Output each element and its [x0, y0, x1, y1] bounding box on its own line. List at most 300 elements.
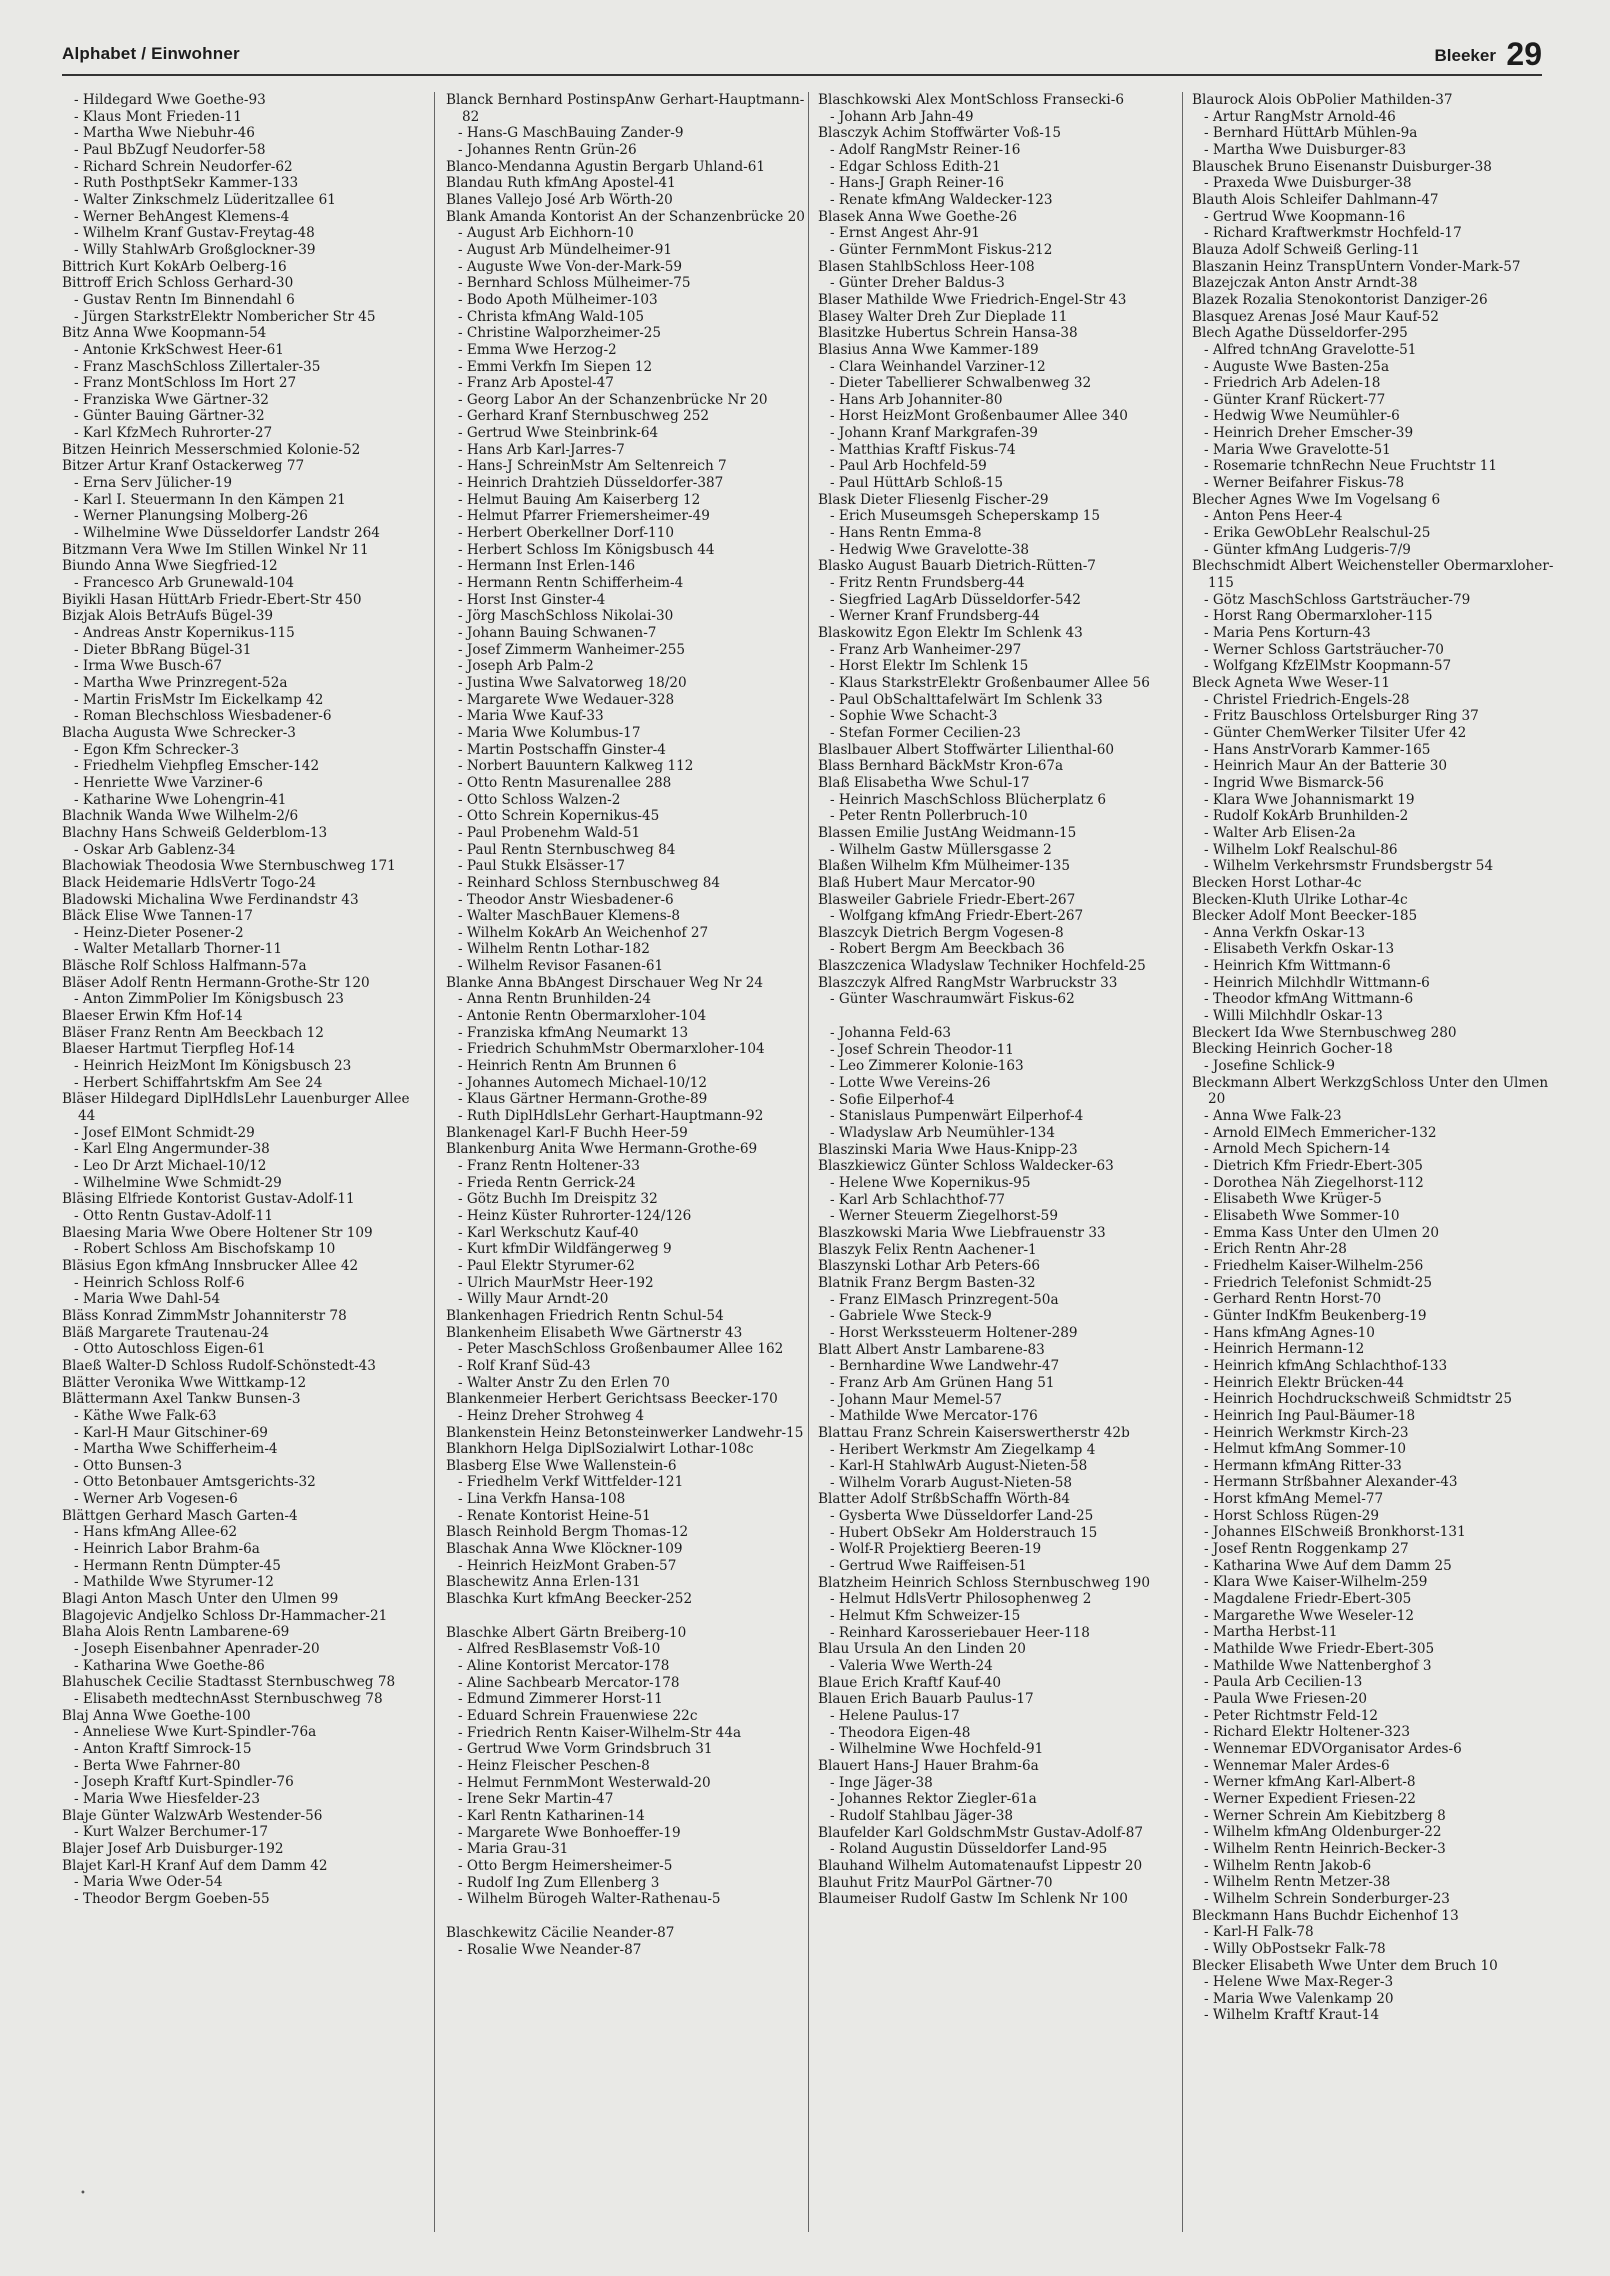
- directory-entry: - Heinz Dreher Strohweg 4: [458, 1407, 645, 1424]
- directory-entry: - Paul ObSchalttafelwärt Im Schlenk 33: [830, 691, 1103, 708]
- directory-entry: - Theodor kfmAng Wittmann-6: [1204, 991, 1414, 1008]
- directory-entry: Blauschek Bruno Eisenanstr Duisburger-38: [1192, 158, 1492, 175]
- directory-entry: Blankenhagen Friedrich Rentn Schul-54: [446, 1307, 724, 1324]
- directory-entry: Bittroff Erich Schloss Gerhard-30: [62, 275, 294, 292]
- directory-entry: - Friedhelm Kaiser-Wilhelm-256: [1204, 1257, 1424, 1274]
- directory-entry: - Helmut HdlsVertr Philosophenweg 2: [830, 1591, 1092, 1608]
- directory-entry: - Heinrich kfmAng Schlachthof-133: [1204, 1357, 1448, 1374]
- directory-entry: - Götz Buchh Im Dreispitz 32: [458, 1191, 658, 1208]
- directory-entry: - Roman Blechschloss Wiesbadener-6: [74, 708, 332, 725]
- directory-entry: - Praxeda Wwe Duisburger-38: [1204, 175, 1412, 192]
- directory-entry: - Johannes Rektor Ziegler-61a: [830, 1791, 1037, 1808]
- directory-entry: - Dieter Tabellierer Schwalbenweg 32: [830, 375, 1092, 392]
- directory-entry: Blasen StahlbSchloss Heer-108: [818, 258, 1035, 275]
- directory-entry: - Heribert Werkmstr Am Ziegelkamp 4: [830, 1441, 1096, 1458]
- directory-entry: Blankenstein Heinz Betonsteinwerker Landwehr-15: [446, 1424, 804, 1441]
- directory-entry: - Renate Kontorist Heine-51: [458, 1507, 651, 1524]
- directory-entry: - Josef Rentn Roggenkamp 27: [1204, 1541, 1409, 1558]
- directory-entry: - Eduard Schrein Frauenwiese 22c: [458, 1708, 698, 1724]
- directory-entry: Bläser Hildegard DiplHdlsLehr Lauenburger Allee 44: [62, 1091, 410, 1125]
- column-divider: [434, 92, 435, 2232]
- directory-entry: - Erika GewObLehr Realschul-25: [1204, 525, 1431, 542]
- directory-entry: Biyikli Hasan HüttArb Friedr-Ebert-Str 450: [62, 591, 362, 608]
- directory-entry: Blaufelder Karl GoldschmMstr Gustav-Adolf-87: [818, 1824, 1144, 1841]
- directory-entry: - Bernhard Schloss Mülheimer-75: [458, 275, 691, 292]
- directory-entry: Blanco-Mendanna Agustin Bergarb Uhland-61: [446, 158, 766, 175]
- directory-entry: Blecken-Kluth Ulrike Lothar-4c: [1192, 891, 1408, 908]
- directory-entry: - Walter Metallarb Thorner-11: [74, 941, 283, 958]
- directory-entry: - Wilhelm Bürogeh Walter-Rathenau-5: [458, 1891, 721, 1908]
- directory-entry: - Otto Autoschloss Eigen-61: [74, 1341, 266, 1358]
- directory-entry: - Maria Wwe Hiesfelder-23: [74, 1790, 260, 1807]
- directory-entry: Blaesing Maria Wwe Obere Holtener Str 109: [62, 1224, 373, 1241]
- directory-entry: - Katharina Wwe Goethe-86: [74, 1657, 265, 1674]
- directory-entry: - Johannes ElSchweiß Bronkhorst-131: [1204, 1524, 1466, 1541]
- directory-entry: - Anna Verkfn Oskar-13: [1204, 924, 1365, 941]
- directory-entry: - Peter Rentn Pollerbruch-10: [830, 808, 1028, 825]
- directory-entry: - Heinrich Dreher Emscher-39: [1204, 425, 1414, 442]
- directory-entry: - Theodor Bergm Goeben-55: [74, 1890, 270, 1907]
- directory-column-4: [1192, 92, 1556, 2252]
- directory-entry: - Mathilde Wwe Friedr-Ebert-305: [1204, 1641, 1435, 1658]
- directory-entry: - Ernst Angest Ahr-91: [830, 225, 980, 242]
- directory-entry: - Alfred ResBlasemstr Voß-10: [458, 1641, 661, 1658]
- directory-entry: Blaszkiewicz Günter Schloss Waldecker-63: [818, 1158, 1114, 1175]
- directory-entry: - Hermann Rentn Dümpter-45: [74, 1557, 281, 1574]
- directory-entry: - Johanna Feld-63: [830, 1025, 952, 1042]
- directory-entry: Blaßen Wilhelm Kfm Mülheimer-135: [818, 858, 1070, 875]
- directory-entry: - Peter Richtmstr Feld-12: [1204, 1707, 1379, 1724]
- directory-entry: - Werner Planungsing Molberg-26: [74, 508, 308, 525]
- directory-entry: - Aline Sachbearb Mercator-178: [458, 1674, 680, 1691]
- directory-entry: - Reinhard Schloss Sternbuschweg 84: [458, 874, 721, 891]
- directory-entry: - Arnold Mech Spichern-14: [1204, 1141, 1391, 1158]
- directory-entry: - Dieter BbRang Bügel-31: [74, 641, 252, 658]
- directory-entry: - Helmut FernmMont Westerwald-20: [458, 1774, 711, 1791]
- directory-entry: - Heinrich Schloss Rolf-6: [74, 1274, 245, 1291]
- directory-entry: - Friedrich Telefonist Schmidt-25: [1204, 1274, 1432, 1291]
- directory-entry: - Antonie KrkSchwest Heer-61: [74, 341, 284, 358]
- directory-entry: - Gertrud Wwe Steinbrink-64: [458, 425, 659, 442]
- directory-entry: - Heinrich Rentn Am Brunnen 6: [458, 1058, 677, 1075]
- directory-entry: - Wilhelm Rentn Jakob-6: [1204, 1857, 1372, 1874]
- directory-entry: - Wilhelm Kraftf Kraut-14: [1204, 2007, 1380, 2024]
- directory-entry: - Wilhelm kfmAng Oldenburger-22: [1204, 1824, 1442, 1841]
- directory-entry: Blaszcyk Dietrich Bergm Vogesen-8: [818, 924, 1064, 941]
- directory-entry: - Martha Wwe Schifferheim-4: [74, 1441, 278, 1458]
- directory-entry: Bleckmann Hans Buchdr Eichenhof 13: [1192, 1907, 1459, 1924]
- directory-entry: - Walter Arb Elisen-2a: [1204, 824, 1356, 841]
- directory-entry: - Wolf-R Projektierg Beeren-19: [830, 1541, 1042, 1558]
- directory-entry: Blaschke Albert Gärtn Breiberg-10: [446, 1624, 687, 1641]
- directory-entry: - Stefan Former Cecilien-23: [830, 724, 1021, 741]
- directory-entry: Bläck Elise Wwe Tannen-17: [62, 908, 253, 925]
- directory-entry: - Wilhelm Schrein Sonderburger-23: [1204, 1890, 1450, 1907]
- directory-entry: - Heinz Fleischer Peschen-8: [458, 1757, 650, 1774]
- directory-entry: - Christa kfmAng Wald-105: [458, 308, 645, 325]
- directory-entry: - Heinrich Milchhdlr Wittmann-6: [1204, 974, 1430, 991]
- running-head-name: Bleeker: [1434, 46, 1496, 65]
- directory-entry: - Christel Friedrich-Engels-28: [1204, 691, 1410, 708]
- directory-entry: - Hedwig Wwe Gravelotte-38: [830, 541, 1030, 558]
- directory-entry: - Leo Dr Arzt Michael-10/12: [74, 1158, 267, 1174]
- directory-entry: - Horst Inst Ginster-4: [458, 591, 606, 608]
- directory-entry: - Frieda Rentn Gerrick-24: [458, 1174, 636, 1191]
- directory-entry: - Götz MaschSchloss Gartsträucher-79: [1204, 591, 1471, 608]
- directory-entry: Blagojevic Andjelko Schloss Dr-Hammacher-21: [62, 1607, 388, 1624]
- directory-entry: - Heinrich Hochdruckschweiß Schmidtstr 25: [1204, 1391, 1513, 1408]
- directory-entry: - Horst Schloss Rügen-29: [1204, 1507, 1380, 1524]
- directory-entry: - Friedrich SchuhmMstr Obermarxloher-104: [458, 1041, 765, 1058]
- directory-entry: - Willy Maur Arndt-20: [458, 1291, 609, 1308]
- directory-entry: Blaurock Alois ObPolier Mathilden-37: [1192, 92, 1453, 108]
- directory-entry: - Josef ElMont Schmidt-29: [74, 1124, 255, 1141]
- directory-entry: - Wilhelm Vorarb August-Nieten-58: [830, 1474, 1073, 1491]
- directory-entry: - Klaus Gärtner Hermann-Grothe-89: [458, 1091, 708, 1108]
- directory-entry: - Klara Wwe Kaiser-Wilhelm-259: [1204, 1574, 1428, 1591]
- directory-entry: - Margarete Wwe Bonhoeffer-19: [458, 1824, 681, 1841]
- directory-entry: - Paula Wwe Friesen-20: [1204, 1691, 1368, 1707]
- directory-entry: - Peter MaschSchloss Großenbaumer Allee 162: [458, 1341, 784, 1358]
- directory-entry: - Ruth PosthptSekr Kammer-133: [74, 175, 299, 192]
- directory-entry: - Stanislaus Pumpenwärt Eilperhof-4: [830, 1108, 1084, 1125]
- directory-entry: - Friedhelm Viehpfleg Emscher-142: [74, 758, 320, 775]
- directory-entry: - Martha Wwe Niebuhr-46: [74, 125, 255, 142]
- directory-entry: Blaszkowski Maria Wwe Liebfrauenstr 33: [818, 1224, 1106, 1241]
- directory-entry: - Oskar Arb Gablenz-34: [74, 841, 236, 858]
- directory-entry: - Martin Postschaffn Ginster-4: [458, 741, 666, 758]
- directory-entry: - Theodor Anstr Wiesbadener-6: [458, 891, 674, 908]
- directory-entry: - Horst Werkssteuerm Holtener-289: [830, 1324, 1078, 1341]
- directory-entry: - Heinz-Dieter Posener-2: [74, 924, 244, 941]
- directory-entry: - Theodora Eigen-48: [830, 1724, 971, 1741]
- directory-entry: - Werner Schloss Gartsträucher-70: [1204, 641, 1444, 658]
- directory-entry: - Paul Arb Hochfeld-59: [830, 458, 987, 475]
- directory-entry: Bladowski Michalina Wwe Ferdinandstr 43: [62, 891, 359, 908]
- directory-entry: - Karl Elng Angermunder-38: [74, 1141, 270, 1158]
- directory-columns: [62, 92, 1554, 2252]
- directory-entry: - Elisabeth Wwe Sommer-10: [1204, 1207, 1400, 1224]
- directory-entry: Blaeser Erwin Kfm Hof-14: [62, 1008, 243, 1025]
- directory-entry: - Fritz Rentn Frundsberg-44: [830, 575, 1025, 592]
- directory-entry: Blaschewitz Anna Erlen-131: [446, 1574, 641, 1591]
- directory-entry: Blaß Elisabetha Wwe Schul-17: [818, 774, 1030, 791]
- directory-entry: - Berta Wwe Fahrner-80: [74, 1757, 241, 1774]
- directory-entry: - Friedrich Arb Adelen-18: [1204, 375, 1381, 392]
- directory-entry: Blandau Ruth kfmAng Apostel-41: [446, 175, 676, 192]
- directory-entry: - Hermann Inst Erlen-146: [458, 558, 636, 575]
- directory-entry: Blanck Bernhard PostinspAnw Gerhart-Hauptmann-82: [446, 92, 805, 125]
- directory-entry: - Paul Elektr Styrumer-62: [458, 1257, 635, 1274]
- directory-entry: - Friedhelm Verkf Wittfelder-121: [458, 1474, 684, 1491]
- directory-entry: - Bernhard HüttArb Mühlen-9a: [1204, 125, 1418, 142]
- directory-entry: Blankenheim Elisabeth Wwe Gärtnerstr 43: [446, 1324, 743, 1341]
- directory-entry: - Gertrud Wwe Koopmann-16: [1204, 208, 1406, 225]
- directory-entry: - Maria Grau-31: [458, 1841, 569, 1858]
- directory-entry: - Maria Wwe Oder-54: [74, 1874, 223, 1891]
- directory-entry: - Wladyslaw Arb Neumühler-134: [830, 1125, 1055, 1142]
- directory-entry: - Käthe Wwe Falk-63: [74, 1407, 217, 1424]
- running-head: [1435, 36, 1542, 73]
- directory-entry: - Margarethe Wwe Weseler-12: [1204, 1607, 1415, 1624]
- directory-entry: - Aline Kontorist Mercator-178: [458, 1658, 670, 1675]
- directory-entry: Blazejczak Anton Anstr Arndt-38: [1192, 275, 1418, 292]
- directory-entry: Blaskowitz Egon Elektr Im Schlenk 43: [818, 625, 1083, 641]
- directory-entry: - Wilhelm Lokf Realschul-86: [1204, 841, 1398, 858]
- section-title: Alphabet / Einwohner: [62, 44, 240, 63]
- directory-entry: - Horst HeizMont Großenbaumer Allee 340: [830, 408, 1128, 425]
- directory-entry: Blassen Emilie JustAng Weidmann-15: [818, 824, 1077, 841]
- directory-entry: - Gerhard Rentn Horst-70: [1204, 1291, 1382, 1308]
- directory-entry: - Gustav Rentn Im Binnendahl 6: [74, 291, 295, 308]
- directory-entry: Blaszynski Lothar Arb Peters-66: [818, 1258, 1041, 1275]
- directory-entry: Blaje Günter WalzwArb Westender-56: [62, 1807, 323, 1824]
- directory-entry: - Helmut Kfm Schweizer-15: [830, 1608, 1021, 1625]
- directory-entry: - Helmut Bauing Am Kaiserberg 12: [458, 491, 701, 508]
- directory-entry: - Martha Wwe Prinzregent-52a: [74, 674, 288, 691]
- directory-entry: - Wennemar EDVOrganisator Ardes-6: [1204, 1740, 1462, 1757]
- directory-entry: - Johann Arb Jahn-49: [830, 108, 974, 125]
- directory-entry: - Inge Jäger-38: [830, 1774, 933, 1791]
- directory-entry: - Karl Arb Schlachthof-77: [830, 1191, 1006, 1208]
- directory-entry: Blasitzke Hubertus Schrein Hansa-38: [818, 325, 1078, 342]
- directory-entry: Blatzheim Heinrich Schloss Sternbuschweg 190: [818, 1574, 1150, 1591]
- directory-entry: - Hans AnstrVorarb Kammer-165: [1204, 741, 1431, 758]
- directory-entry: - Christine Walporzheimer-25: [458, 325, 662, 342]
- directory-entry: Blättermann Axel Tankw Bunsen-3: [62, 1391, 301, 1408]
- directory-entry: - Anton Kraftf Simrock-15: [74, 1740, 252, 1757]
- directory-entry: Blatnik Franz Bergm Basten-32: [818, 1274, 1036, 1291]
- directory-entry: Bläser Franz Rentn Am Beeckbach 12: [62, 1024, 324, 1041]
- directory-entry: Blaschak Anna Wwe Klöckner-109: [446, 1541, 683, 1558]
- directory-entry: - Heinrich Werkmstr Kirch-23: [1204, 1424, 1409, 1441]
- directory-entry: - Hildegard Wwe Goethe-93: [74, 92, 266, 108]
- directory-entry: Blaschkowski Alex MontSchloss Fransecki-6: [818, 92, 1124, 108]
- directory-entry: Blasko August Bauarb Dietrich-Rütten-7: [818, 558, 1096, 575]
- directory-entry: - Mathilde Wwe Nattenberghof 3: [1204, 1657, 1432, 1674]
- directory-entry: Blaeß Walter-D Schloss Rudolf-Schönstedt-43: [62, 1357, 376, 1374]
- directory-entry: - Lina Verkfn Hansa-108: [458, 1491, 626, 1508]
- directory-entry: - Horst kfmAng Memel-77: [1204, 1491, 1384, 1508]
- directory-entry: Blaser Mathilde Wwe Friedrich-Engel-Str 43: [818, 291, 1127, 308]
- directory-entry: - Alfred tchnAng Gravelotte-51: [1204, 341, 1417, 358]
- directory-entry: - Lotte Wwe Vereins-26: [830, 1075, 991, 1092]
- directory-entry: - Hermann kfmAng Ritter-33: [1204, 1457, 1402, 1474]
- directory-entry: - Magdalene Friedr-Ebert-305: [1204, 1591, 1412, 1608]
- directory-entry: - Johann Bauing Schwanen-7: [458, 625, 657, 641]
- directory-entry: - Walter Anstr Zu den Erlen 70: [458, 1374, 670, 1391]
- directory-entry: - Adolf RangMstr Reiner-16: [830, 141, 1021, 158]
- column-divider: [1182, 92, 1183, 2232]
- directory-entry: - Hans Rentn Emma-8: [830, 525, 982, 542]
- directory-entry: Blauen Erich Bauarb Paulus-17: [818, 1691, 1034, 1708]
- directory-entry: - Martha Wwe Duisburger-83: [1204, 141, 1407, 158]
- directory-entry: - Wilhelm KokArb An Weichenhof 27: [458, 924, 709, 941]
- directory-entry: Blaszanin Heinz TranspUntern Vonder-Mark-57: [1192, 258, 1521, 275]
- directory-entry: - Johann Kranf Markgrafen-39: [830, 425, 1038, 442]
- directory-entry: - Rudolf KokArb Brunhilden-2: [1204, 808, 1409, 825]
- directory-entry: - Werner Arb Vogesen-6: [74, 1491, 238, 1508]
- directory-entry: - Franz Arb Wanheimer-297: [830, 641, 1022, 658]
- directory-entry: - Günter FernmMont Fiskus-212: [830, 241, 1053, 258]
- directory-entry: Blaschka Kurt kfmAng Beecker-252: [446, 1591, 693, 1608]
- directory-entry: Blättgen Gerhard Masch Garten-4: [62, 1507, 298, 1524]
- directory-entry: - Ingrid Wwe Bismarck-56: [1204, 774, 1384, 791]
- directory-entry: - Werner Beifahrer Fiskus-78: [1204, 475, 1405, 492]
- directory-entry: - Helene Paulus-17: [830, 1708, 960, 1724]
- directory-entry: Bläser Adolf Rentn Hermann-Grothe-Str 120: [62, 974, 370, 991]
- directory-entry: - Helmut kfmAng Sommer-10: [1204, 1441, 1407, 1458]
- directory-entry: - Otto Rentn Masurenallee 288: [458, 774, 672, 791]
- directory-entry: Blachnik Wanda Wwe Wilhelm-2/6: [62, 808, 299, 825]
- directory-entry: - Hans kfmAng Allee-62: [74, 1524, 238, 1541]
- directory-entry: - Anton Pens Heer-4: [1204, 508, 1343, 525]
- directory-entry: Blasch Reinhold Bergm Thomas-12: [446, 1524, 689, 1541]
- directory-entry: - Edgar Schloss Edith-21: [830, 158, 1001, 175]
- directory-entry: - Mathilde Wwe Mercator-176: [830, 1408, 1038, 1425]
- directory-entry: - Günter Waschraumwärt Fiskus-62: [830, 991, 1075, 1008]
- directory-entry: Bitzer Artur Kranf Ostackerweg 77: [62, 458, 305, 475]
- directory-entry: Bitz Anna Wwe Koopmann-54: [62, 325, 267, 342]
- directory-entry: - Klaus StarkstrElektr Großenbaumer Allee 56: [830, 674, 1150, 691]
- directory-entry: - Norbert Bauuntern Kalkweg 112: [458, 758, 694, 775]
- directory-entry: Blachny Hans Schweiß Gelderblom-13: [62, 824, 328, 841]
- directory-entry: - Karl Rentn Katharinen-14: [458, 1807, 645, 1824]
- directory-entry: Bleckert Ida Wwe Sternbuschweg 280: [1192, 1024, 1457, 1041]
- directory-entry: - Günter kfmAng Ludgeris-7/9: [1204, 541, 1411, 558]
- directory-entry: - Andreas Anstr Kopernikus-115: [74, 625, 295, 641]
- directory-entry: - Herbert Oberkellner Dorf-110: [458, 525, 674, 542]
- directory-entry: - Kurt kfmDir Wildfängerweg 9: [458, 1241, 672, 1258]
- directory-entry: Blatt Albert Anstr Lambarene-83: [818, 1341, 1045, 1358]
- directory-entry: - Fritz Bauschloss Ortelsburger Ring 37: [1204, 708, 1479, 725]
- directory-entry: Blaszczenica Wladyslaw Techniker Hochfeld-25: [818, 958, 1146, 975]
- directory-entry: Blasweiler Gabriele Friedr-Ebert-267: [818, 891, 1076, 908]
- directory-entry: - Günter Kranf Rückert-77: [1204, 391, 1386, 408]
- directory-entry: - Wilhelm Gastw Müllersgasse 2: [830, 841, 1052, 858]
- page-header: [62, 38, 1542, 76]
- directory-entry: Blaumeiser Rudolf Gastw Im Schlenk Nr 100: [818, 1891, 1128, 1908]
- directory-entry: - Ulrich MaurMstr Heer-192: [458, 1274, 654, 1291]
- directory-entry: - Heinrich Kfm Wittmann-6: [1204, 958, 1391, 975]
- directory-entry: - Friedrich Rentn Kaiser-Wilhelm-Str 44a: [458, 1724, 742, 1741]
- directory-entry: - Rolf Kranf Süd-43: [458, 1357, 591, 1374]
- directory-entry: - Auguste Wwe Basten-25a: [1204, 358, 1390, 375]
- directory-entry: Blau Ursula An den Linden 20: [818, 1641, 1026, 1658]
- directory-entry: - Wolfgang KfzElMstr Koopmann-57: [1204, 658, 1452, 675]
- directory-entry: - Karl-H Maur Gitschiner-69: [74, 1424, 268, 1441]
- directory-entry: - Hans Arb Johanniter-80: [830, 391, 1003, 408]
- directory-entry: - Egon Kfm Schrecker-3: [74, 741, 240, 758]
- directory-entry: - Maria Pens Korturn-43: [1204, 625, 1371, 641]
- directory-entry: - Joseph Eisenbahner Apenrader-20: [74, 1641, 320, 1658]
- directory-entry: - Martha Herbst-11: [1204, 1624, 1338, 1641]
- directory-entry: - Heinz Küster Ruhrorter-124/126: [458, 1207, 692, 1224]
- directory-entry: - Otto Bergm Heimersheimer-5: [458, 1857, 673, 1874]
- directory-entry: - Franz MaschSchloss Zillertaler-35: [74, 358, 321, 375]
- directory-entry: - August Arb Mündelheimer-91: [458, 241, 673, 258]
- directory-entry: - Arnold ElMech Emmericher-132: [1204, 1124, 1437, 1141]
- directory-entry: Blaue Erich Kraftf Kauf-40: [818, 1674, 1002, 1691]
- directory-entry: - Elisabeth Verkfn Oskar-13: [1204, 941, 1395, 958]
- directory-entry: - Leo Zimmerer Kolonie-163: [830, 1058, 1024, 1075]
- directory-entry: Bizjak Alois BetrAufs Bügel-39: [62, 608, 273, 625]
- directory-entry: Blaeser Hartmut Tierpfleg Hof-14: [62, 1041, 295, 1058]
- directory-entry: - Franz Rentn Holtener-33: [458, 1158, 640, 1174]
- directory-entry: - Elisabeth Wwe Krüger-5: [1204, 1191, 1382, 1208]
- directory-entry: - Georg Labor An der Schanzenbrücke Nr 20: [458, 391, 768, 408]
- directory-entry: - Sofie Eilperhof-4: [830, 1091, 955, 1108]
- directory-entry: - Franziska kfmAng Neumarkt 13: [458, 1024, 689, 1041]
- directory-entry: - Paul Probenehm Wald-51: [458, 824, 641, 841]
- directory-entry: Blasczyk Achim Stoffwärter Voß-15: [818, 125, 1062, 142]
- directory-entry: - Heinrich Labor Brahm-6a: [74, 1541, 260, 1558]
- directory-entry: Blass Bernhard BäckMstr Kron-67a: [818, 758, 1064, 775]
- directory-entry: - Franz Arb Am Grünen Hang 51: [830, 1374, 1055, 1391]
- directory-entry: - Dietrich Kfm Friedr-Ebert-305: [1204, 1158, 1423, 1174]
- directory-entry: - Otto Schrein Kopernikus-45: [458, 808, 660, 825]
- directory-entry: Blech Agathe Düsseldorfer-295: [1192, 325, 1408, 342]
- directory-entry: - Gertrud Wwe Vorm Grindsbruch 31: [458, 1741, 713, 1758]
- directory-entry: - Karl KfzMech Ruhrorter-27: [74, 425, 273, 442]
- directory-entry: - Werner kfmAng Karl-Albert-8: [1204, 1774, 1416, 1791]
- directory-entry: - Wilhelm Verkehrsmstr Frundsbergstr 54: [1204, 858, 1494, 875]
- directory-column-2: [446, 92, 810, 2252]
- directory-entry: - Elisabeth medtechnAsst Sternbuschweg 78: [74, 1691, 383, 1707]
- directory-entry: - Siegfried LagArb Düsseldorfer-542: [830, 591, 1081, 608]
- directory-entry: Blecker Elisabeth Wwe Unter dem Bruch 10: [1192, 1957, 1498, 1974]
- directory-entry: - Rosemarie tchnRechn Neue Fruchtstr 11: [1204, 458, 1498, 475]
- directory-entry: - Werner BehAngest Klemens-4: [74, 208, 290, 225]
- directory-entry: Blajet Karl-H Kranf Auf dem Damm 42: [62, 1857, 328, 1874]
- directory-entry: - Günter Bauing Gärtner-32: [74, 408, 265, 425]
- directory-entry: - Emma Kass Unter den Ulmen 20: [1204, 1224, 1440, 1241]
- directory-entry: - Herbert Schiffahrtskfm Am See 24: [74, 1074, 323, 1091]
- directory-entry: Blask Dieter Fliesenlg Fischer-29: [818, 491, 1049, 508]
- directory-entry: - Hedwig Wwe Neumühler-6: [1204, 408, 1400, 425]
- directory-entry: - Antonie Rentn Obermarxloher-104: [458, 1008, 707, 1025]
- directory-entry: Blaszczyk Alfred RangMstr Warbruckstr 33: [818, 974, 1118, 991]
- directory-entry: - Werner Kranf Frundsberg-44: [830, 608, 1040, 625]
- directory-entry: - Günter Dreher Baldus-3: [830, 275, 1005, 292]
- directory-entry: - Bernhardine Wwe Landwehr-47: [830, 1358, 1060, 1375]
- directory-entry: - Anneliese Wwe Kurt-Spindler-76a: [74, 1724, 317, 1741]
- directory-entry: - Hans Arb Karl-Jarres-7: [458, 441, 625, 458]
- directory-entry: - Mathilde Wwe Styrumer-12: [74, 1574, 274, 1591]
- directory-entry: - Horst Rang Obermarxloher-115: [1204, 608, 1433, 625]
- page-number: 29: [1506, 36, 1542, 72]
- directory-entry: - Wilhelm Rentn Heinrich-Becker-3: [1204, 1840, 1446, 1857]
- directory-entry: - Anna Wwe Falk-23: [1204, 1108, 1342, 1125]
- directory-entry: - Maria Wwe Kauf-33: [458, 708, 604, 725]
- directory-entry: - Heinrich Hermann-12: [1204, 1341, 1365, 1358]
- directory-entry: - Horst Elektr Im Schlenk 15: [830, 658, 1029, 675]
- directory-entry: - Wilhelm Revisor Fasanen-61: [458, 958, 664, 975]
- directory-entry: - Josefine Schlick-9: [1204, 1058, 1335, 1075]
- directory-entry: Blauert Hans-J Hauer Brahm-6a: [818, 1757, 1039, 1774]
- directory-entry: - Karl Werkschutz Kauf-40: [458, 1224, 639, 1241]
- directory-entry: Blaj Anna Wwe Goethe-100: [62, 1707, 251, 1724]
- directory-entry: - Willy ObPostsekr Falk-78: [1204, 1940, 1386, 1957]
- directory-entry: - Johannes Rentn Grün-26: [458, 141, 637, 158]
- directory-entry: Blecken Horst Lothar-4c: [1192, 874, 1362, 891]
- directory-entry: - Hubert ObSekr Am Holderstrauch 15: [830, 1524, 1098, 1541]
- directory-entry: - Richard Schrein Neudorfer-62: [74, 158, 293, 175]
- directory-entry: - Herbert Schloss Im Königsbusch 44: [458, 541, 715, 558]
- directory-entry: - Maria Wwe Valenkamp 20: [1204, 1990, 1394, 2007]
- directory-entry: - Karl-H Falk-78: [1204, 1924, 1314, 1941]
- directory-entry: Blecker Adolf Mont Beecker-185: [1192, 908, 1418, 925]
